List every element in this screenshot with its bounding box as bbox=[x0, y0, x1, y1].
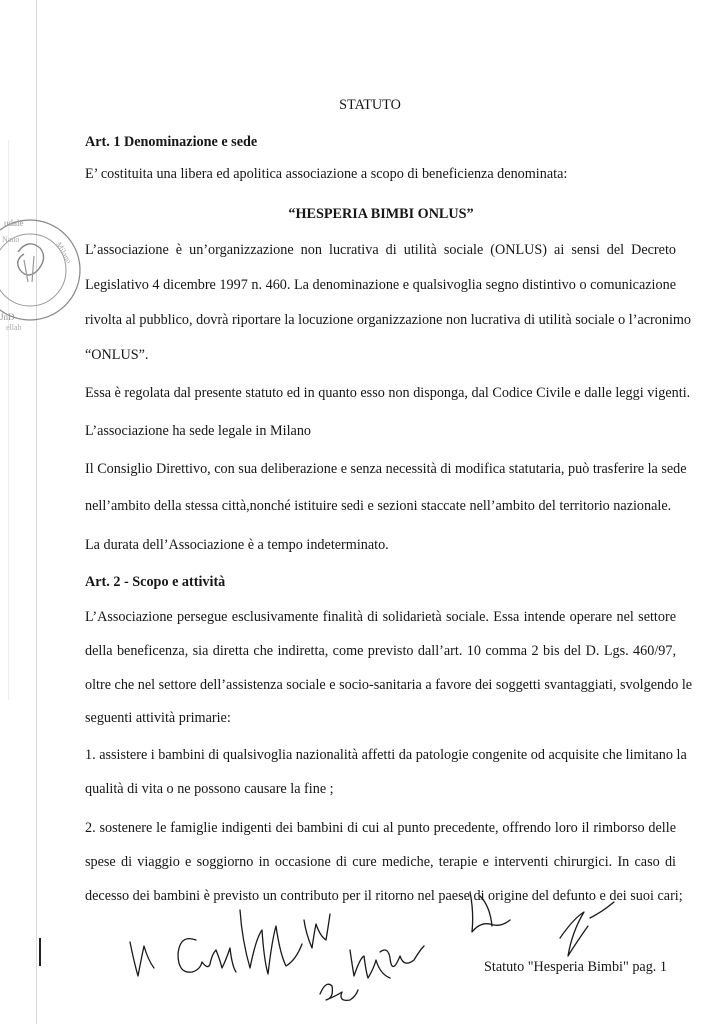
svg-text:udale: udale bbox=[4, 218, 24, 228]
paragraph: Essa è regolata dal presente statuto ed in quanto esso non disponga, dal Codice Civile e dalle leggi vigenti. bbox=[85, 385, 691, 401]
handwritten-signatures bbox=[0, 890, 728, 1024]
paragraph-line: oltre che nel settore dell’assistenza sociale e socio-sanitaria a favore dei soggetti svantaggiati, svolgendo le bbox=[85, 677, 693, 693]
list-item-line: spese di viaggio e soggiorno in occasione di cure mediche, terapie e interventi chirurgici. In caso di bbox=[85, 854, 676, 870]
paragraph-line: Legislativo 4 dicembre 1997 n. 460. La denominazione e qualsivoglia segno distintivo o comunicazione bbox=[85, 277, 676, 293]
paragraph-line: L’Associazione persegue esclusivamente finalità di solidarietà sociale. Essa intende operare nel settore bbox=[85, 609, 676, 625]
svg-text:ellab: ellab bbox=[6, 323, 22, 332]
svg-text:Nano: Nano bbox=[2, 235, 20, 244]
paragraph-line: “ONLUS”. bbox=[85, 347, 149, 363]
page-footer: Statuto "Hesperia Bimbi" pag. 1 bbox=[484, 959, 667, 975]
paragraph-line: seguenti attività primarie: bbox=[85, 710, 231, 726]
paragraph-line: della beneficenza, sia diretta che indiretta, come previsto dall’art. 10 comma 2 bis del D. Lgs. 460/97, bbox=[85, 643, 676, 659]
article-1-intro: E’ costituita una libera ed apolitica associazione a scopo di beneficienza denominata: bbox=[85, 166, 568, 182]
article-1-heading: Art. 1 Denominazione e sede bbox=[85, 134, 258, 150]
paragraph: L’associazione ha sede legale in Milano bbox=[85, 423, 312, 439]
list-item-line: 2. sostenere le famiglie indigenti dei bambini di cui al punto precedente, offrendo loro il rimborso delle bbox=[85, 820, 676, 836]
paragraph-line: rivolta al pubblico, dovrà riportare la locuzione organizzazione non lucrativa di utilità sociale o l’acronimo bbox=[85, 312, 692, 328]
svg-text:JnD: JnD bbox=[0, 312, 15, 322]
list-item-line: qualità di vita o ne possono causare la fine ; bbox=[85, 781, 334, 797]
association-name: “HESPERIA BIMBI ONLUS” bbox=[288, 206, 474, 222]
paragraph-line: Il Consiglio Direttivo, con sua deliberazione e senza necessità di modifica statutaria, può trasferire la sede bbox=[85, 461, 687, 477]
svg-text:Milano: Milano bbox=[54, 240, 74, 266]
article-2-heading: Art. 2 - Scopo e attività bbox=[85, 574, 226, 590]
scan-edge-line bbox=[36, 0, 37, 1024]
paragraph: La durata dell’Associazione è a tempo indeterminato. bbox=[85, 537, 389, 553]
paragraph-line: L’associazione è un’organizzazione non lucrativa di utilità sociale (ONLUS) ai sensi del Decreto bbox=[85, 242, 676, 258]
paragraph-line: nell’ambito della stessa città,nonché istituire sedi e sezioni staccate nell’ambito del territorio nazionale. bbox=[85, 498, 672, 514]
document-title: STATUTO bbox=[339, 97, 401, 113]
list-item-line: decesso dei bambini è previsto un contributo per il ritorno nel paese di origine del defunto e dei suoi cari; bbox=[85, 888, 683, 904]
list-item-line: 1. assistere i bambini di qualsivoglia nazionalità affetti da patologie congenite od acquisite che limitano la bbox=[85, 747, 687, 763]
